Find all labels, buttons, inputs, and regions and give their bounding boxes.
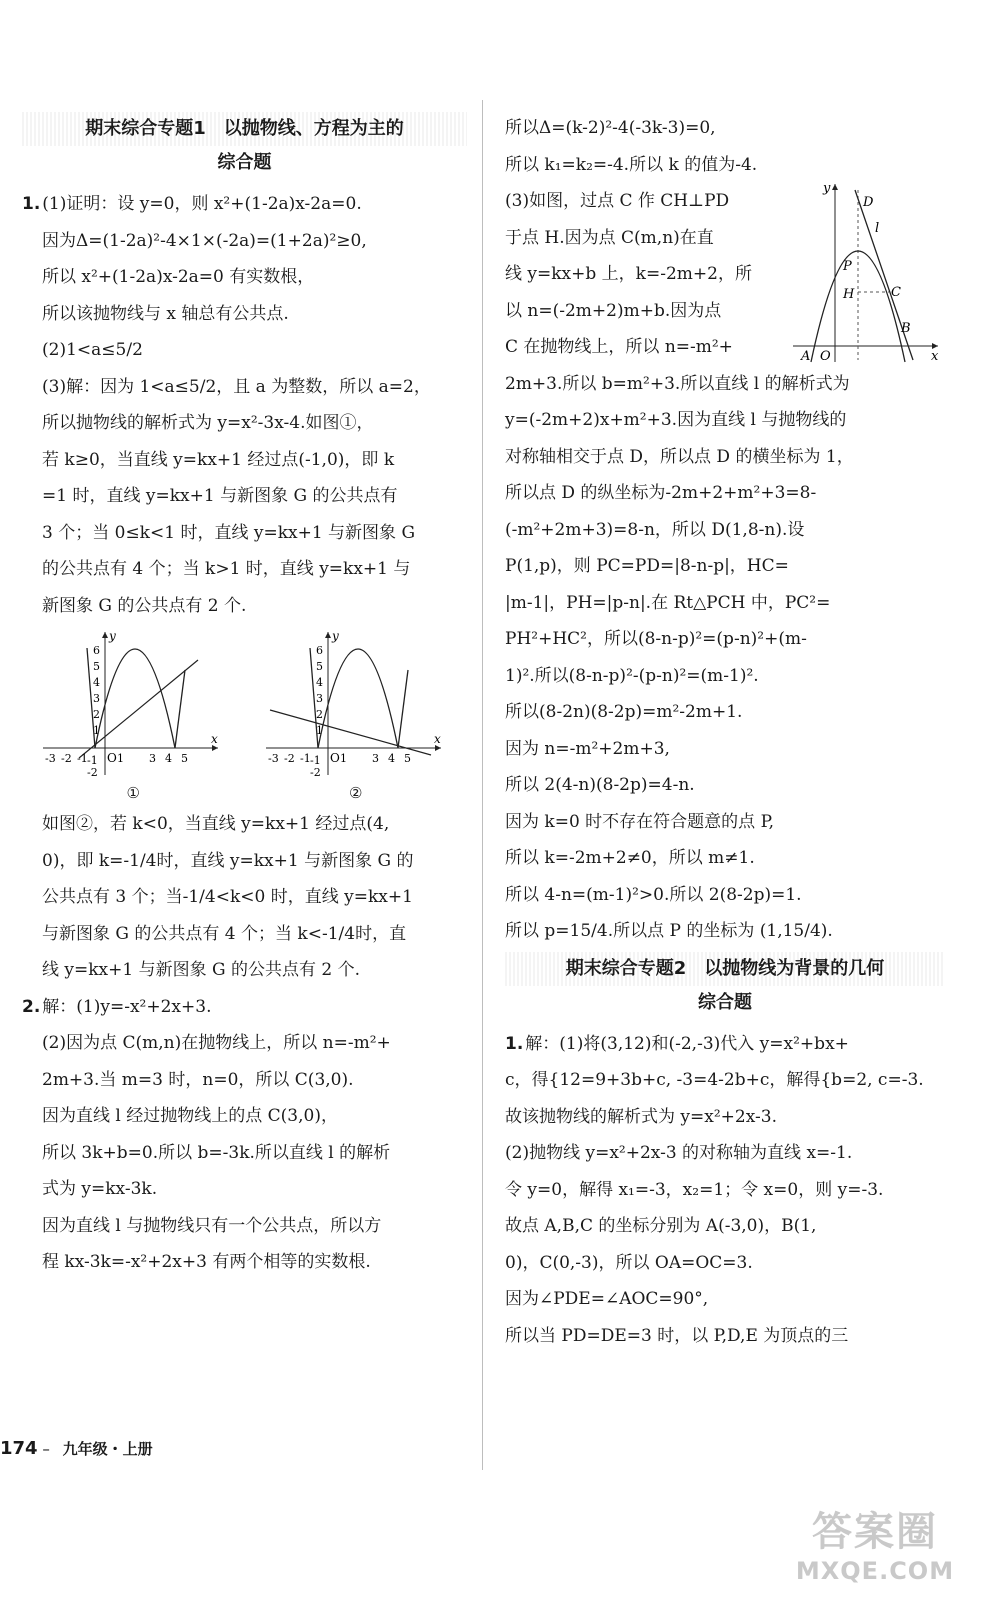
svg-text:-2: -2 — [87, 766, 98, 779]
svg-text:-1: -1 — [77, 752, 88, 765]
r-line-b8: PH²+HC²，所以(8-n-p)²=(p-n)²+(m- — [505, 629, 807, 649]
svg-text:-3: -3 — [267, 752, 279, 765]
q2-line-3: 2m+3.当 m=3 时，n=0，所以 C(3,0). — [42, 1069, 354, 1090]
r-line-b3: 对称轴相交于点 D，所以点 D 的横坐标为 1， — [505, 446, 854, 467]
q1b-line-2: 0)，即 k=-1/4时，直线 y=kx+1 与新图象 G 的 — [42, 850, 414, 871]
q1-line-1: 1. (1)证明：设 y=0，则 x²+(1-2a)x-2a=0. — [22, 194, 362, 214]
fig2-origin: O — [329, 751, 340, 765]
r-line-b16: 所以 p=15/4.所以点 P 的坐标为 (1,15/4). — [505, 921, 833, 941]
svg-text:5: 5 — [181, 752, 189, 765]
r-line-b4: 所以点 D 的纵坐标为-2m+2+m²+3=8- — [505, 483, 817, 503]
r-line-b1: 2m+3.所以 b=m²+3.所以直线 l 的解析式为 — [505, 373, 850, 394]
fig1-x-label: x — [211, 732, 219, 746]
svg-text:y: y — [823, 181, 831, 196]
q1-line-9: =1 时，直线 y=kx+1 与新图象 G 的公共点有 — [42, 486, 398, 506]
q1b-line-4: 与新图象 G 的公共点有 4 个；当 k<-1/4时，直 — [42, 923, 407, 944]
svg-text:-1: -1 — [309, 754, 321, 767]
s2-q1-line-6: 故点 A,B,C 的坐标分别为 A(-3,0)，B(1, — [505, 1216, 817, 1236]
s2-q1-line-5: 令 y=0，解得 x₁=-3，x₂=1；令 x=0，则 y=-3. — [505, 1179, 884, 1200]
s2-q1-line-8: 因为∠PDE=∠AOC=90°, — [505, 1289, 709, 1309]
grade-label: 九年级・上册 — [62, 1440, 153, 1458]
svg-text:3: 3 — [371, 752, 379, 765]
s2-q1-line-2: c，得{12=9+3b+c, -3=4-2b+c，解得{b=2, c=-3. — [505, 1070, 924, 1090]
r-wrap-line-3: 线 y=kx+b 上，k=-2m+2，所 — [505, 264, 752, 284]
fig2-y-label: y — [331, 630, 339, 643]
q2-line-2: (2)因为点 C(m,n)在抛物线上，所以 n=-m²+ — [42, 1033, 391, 1053]
figure-2 — [266, 630, 446, 802]
svg-text:2: 2 — [315, 708, 323, 721]
svg-text:5: 5 — [315, 660, 323, 673]
q1b-line-1: 如图②，若 k<0，当直线 y=kx+1 经过点(4, — [42, 814, 390, 834]
svg-text:4: 4 — [165, 752, 173, 765]
section1-title-line1: 期末综合专题1 以抛物线、方程为主的 — [22, 112, 467, 146]
r-line-b5: (-m²+2m+3)=8-n，所以 D(1,8-n).设 — [505, 519, 805, 540]
r-line-b12: 所以 2(4-n)(8-2p)=4-n. — [505, 775, 695, 795]
svg-text:5: 5 — [93, 660, 101, 673]
q2-line-1: 2. 解：(1)y=-x²+2x+3. — [22, 996, 212, 1017]
r-line-b14: 所以 k=-2m+2≠0，所以 m≠1. — [505, 848, 755, 868]
q2-number: 2. — [22, 996, 41, 1017]
right-figure — [793, 180, 943, 365]
figure-2-caption: ② — [349, 784, 363, 802]
r-wrap-line-1: (3)如图，过点 C 作 CH⊥PD — [505, 191, 730, 211]
figure-1 — [43, 630, 223, 802]
svg-text:A: A — [801, 349, 811, 364]
q1-line-11: 的公共点有 4 个；当 k>1 时，直线 y=kx+1 与 — [42, 559, 411, 579]
q1-line-8: 若 k≥0，当直线 y=kx+1 经过点(-1,0)，即 k — [42, 449, 395, 470]
s2-q1-line-4: (2)抛物线 y=x²+2x-3 的对称轴为直线 x=-1. — [505, 1143, 853, 1163]
section1-title — [22, 112, 467, 180]
q1-line-4: 所以该抛物线与 x 轴总有公共点. — [42, 303, 289, 324]
svg-text:3: 3 — [315, 692, 323, 705]
svg-text:2: 2 — [93, 708, 101, 721]
q2-line-8: 程 kx-3k=-x²+2x+3 有两个相等的实数根. — [42, 1252, 371, 1272]
q1-line-6: (3)解：因为 1<a≤5/2，且 a 为整数，所以 a=2， — [42, 376, 431, 397]
svg-text:x: x — [931, 349, 939, 364]
s2-q1-line-9: 所以当 PD=DE=3 时，以 P,D,E 为顶点的三 — [505, 1325, 849, 1346]
r-line-b15: 所以 4-n=(m-1)²>0.所以 2(8-2p)=1. — [505, 884, 802, 905]
r-line-a2: 所以 k₁=k₂=-4.所以 k 的值为-4. — [505, 154, 758, 175]
q2-line-7: 因为直线 l 与抛物线只有一个公共点，所以方 — [42, 1215, 382, 1236]
section2-title — [505, 952, 945, 1020]
svg-text:5: 5 — [403, 752, 411, 765]
q1-number: 1. — [22, 194, 41, 214]
figure-row — [22, 630, 467, 802]
svg-text:4: 4 — [93, 676, 101, 689]
figure-1-caption: ① — [126, 784, 140, 802]
section2-title-line1: 期末综合专题2 以抛物线为背景的几何 — [505, 952, 945, 986]
s2-q1-line-1: 1. 解：(1)将(3,12)和(-2,-3)代入 y=x²+bx+ — [505, 1033, 849, 1054]
fig1-origin: O — [107, 751, 118, 765]
svg-text:3: 3 — [93, 692, 101, 705]
svg-text:D: D — [863, 195, 874, 210]
svg-text:6: 6 — [93, 644, 101, 657]
left-column — [22, 110, 467, 1281]
svg-text:-3: -3 — [45, 752, 56, 765]
watermark-line1: 答案圈 — [812, 1509, 938, 1555]
svg-text:4: 4 — [387, 752, 395, 765]
svg-text:B: B — [901, 321, 911, 336]
section1-title-line2: 综合题 — [217, 152, 272, 173]
q1-line-5: (2)1<a≤5/2 — [42, 340, 143, 360]
q1b-line-5: 线 y=kx+1 与新图象 G 的公共点有 2 个. — [42, 960, 361, 980]
r-line-b6: P(1,p)，则 PC=PD=|8-n-p|，HC= — [505, 556, 789, 576]
svg-text:-2: -2 — [61, 752, 72, 765]
r-line-b7: |m-1|，PH=|p-n|.在 Rt△PCH 中，PC²= — [505, 592, 831, 613]
r-line-b10: 所以(8-2n)(8-2p)=m²-2m+1. — [505, 702, 743, 722]
s2-q1-line-7: 0)，C(0,-3)，所以 OA=OC=3. — [505, 1252, 753, 1273]
svg-text:1: 1 — [93, 724, 101, 737]
s2-q1-number: 1. — [505, 1033, 524, 1054]
watermark — [770, 1500, 980, 1585]
svg-text:-2: -2 — [309, 766, 321, 779]
fig1-y-label: y — [109, 630, 117, 643]
figure-2-graph — [266, 630, 446, 780]
s2-q1-line-3: 故该抛物线的解析式为 y=x²+2x-3. — [505, 1106, 777, 1127]
q1-line-10: 3 个；当 0≤k<1 时，直线 y=kx+1 与新图象 G — [42, 522, 416, 543]
q2-line-5: 所以 3k+b=0.所以 b=-3k.所以直线 l 的解析 — [42, 1142, 391, 1163]
q1-line-12: 新图象 G 的公共点有 2 个. — [42, 595, 247, 616]
page-number: 174 — [0, 1438, 38, 1459]
svg-text:H: H — [843, 287, 855, 302]
svg-text:1: 1 — [117, 752, 125, 765]
section2-title-line2: 综合题 — [698, 991, 752, 1013]
svg-text:6: 6 — [315, 644, 323, 657]
footer-dash: – — [42, 1440, 50, 1458]
q1-line-7: 所以抛物线的解析式为 y=x²-3x-4.如图①， — [42, 413, 374, 433]
svg-text:4: 4 — [315, 676, 323, 689]
column-divider — [482, 100, 483, 1470]
r-wrap-line-2: 于点 H.因为点 C(m,n)在直 — [505, 227, 714, 248]
q2-line-4: 因为直线 l 经过抛物线上的点 C(3,0)， — [42, 1106, 338, 1126]
r-line-b2: y=(-2m+2)x+m²+3.因为直线 l 与抛物线的 — [505, 410, 847, 430]
svg-text:O: O — [820, 349, 831, 364]
svg-text:1: 1 — [339, 752, 347, 765]
svg-text:l: l — [875, 221, 880, 236]
r-line-b9: 1)².所以(8-n-p)²-(p-n)²=(m-1)². — [505, 665, 759, 686]
svg-text:-1: -1 — [87, 754, 98, 767]
r-line-a1: 所以Δ=(k-2)²-4(-3k-3)=0, — [505, 118, 716, 138]
q1b-line-3: 公共点有 3 个；当-1/4<k<0 时，直线 y=kx+1 — [42, 887, 413, 907]
r-line-b13: 因为 k=0 时不存在符合题意的点 P, — [505, 811, 774, 832]
svg-text:1: 1 — [315, 724, 323, 737]
r-wrap-line-5: C 在抛物线上，所以 n=-m²+ — [505, 337, 733, 357]
q1-line-3: 所以 x²+(1-2a)x-2a=0 有实数根， — [42, 267, 315, 287]
svg-text:-1: -1 — [299, 752, 311, 765]
figure-1-graph — [43, 630, 223, 780]
svg-text:-2: -2 — [283, 752, 295, 765]
fig2-x-label: x — [433, 732, 441, 746]
q2-line-6: 式为 y=kx-3k. — [42, 1179, 158, 1199]
page-footer — [0, 1438, 153, 1459]
svg-text:C: C — [891, 285, 901, 300]
r-wrap-line-4: 以 n=(-2m+2)m+b.因为点 — [505, 300, 722, 321]
q1-line-2: 因为Δ=(1-2a)²-4×1×(-2a)=(1+2a)²≥0, — [42, 230, 367, 251]
svg-text:3: 3 — [149, 752, 157, 765]
r-line-b11: 因为 n=-m²+2m+3, — [505, 738, 670, 759]
svg-text:P: P — [843, 259, 852, 274]
watermark-line2: MXQE.COM — [795, 1557, 955, 1585]
